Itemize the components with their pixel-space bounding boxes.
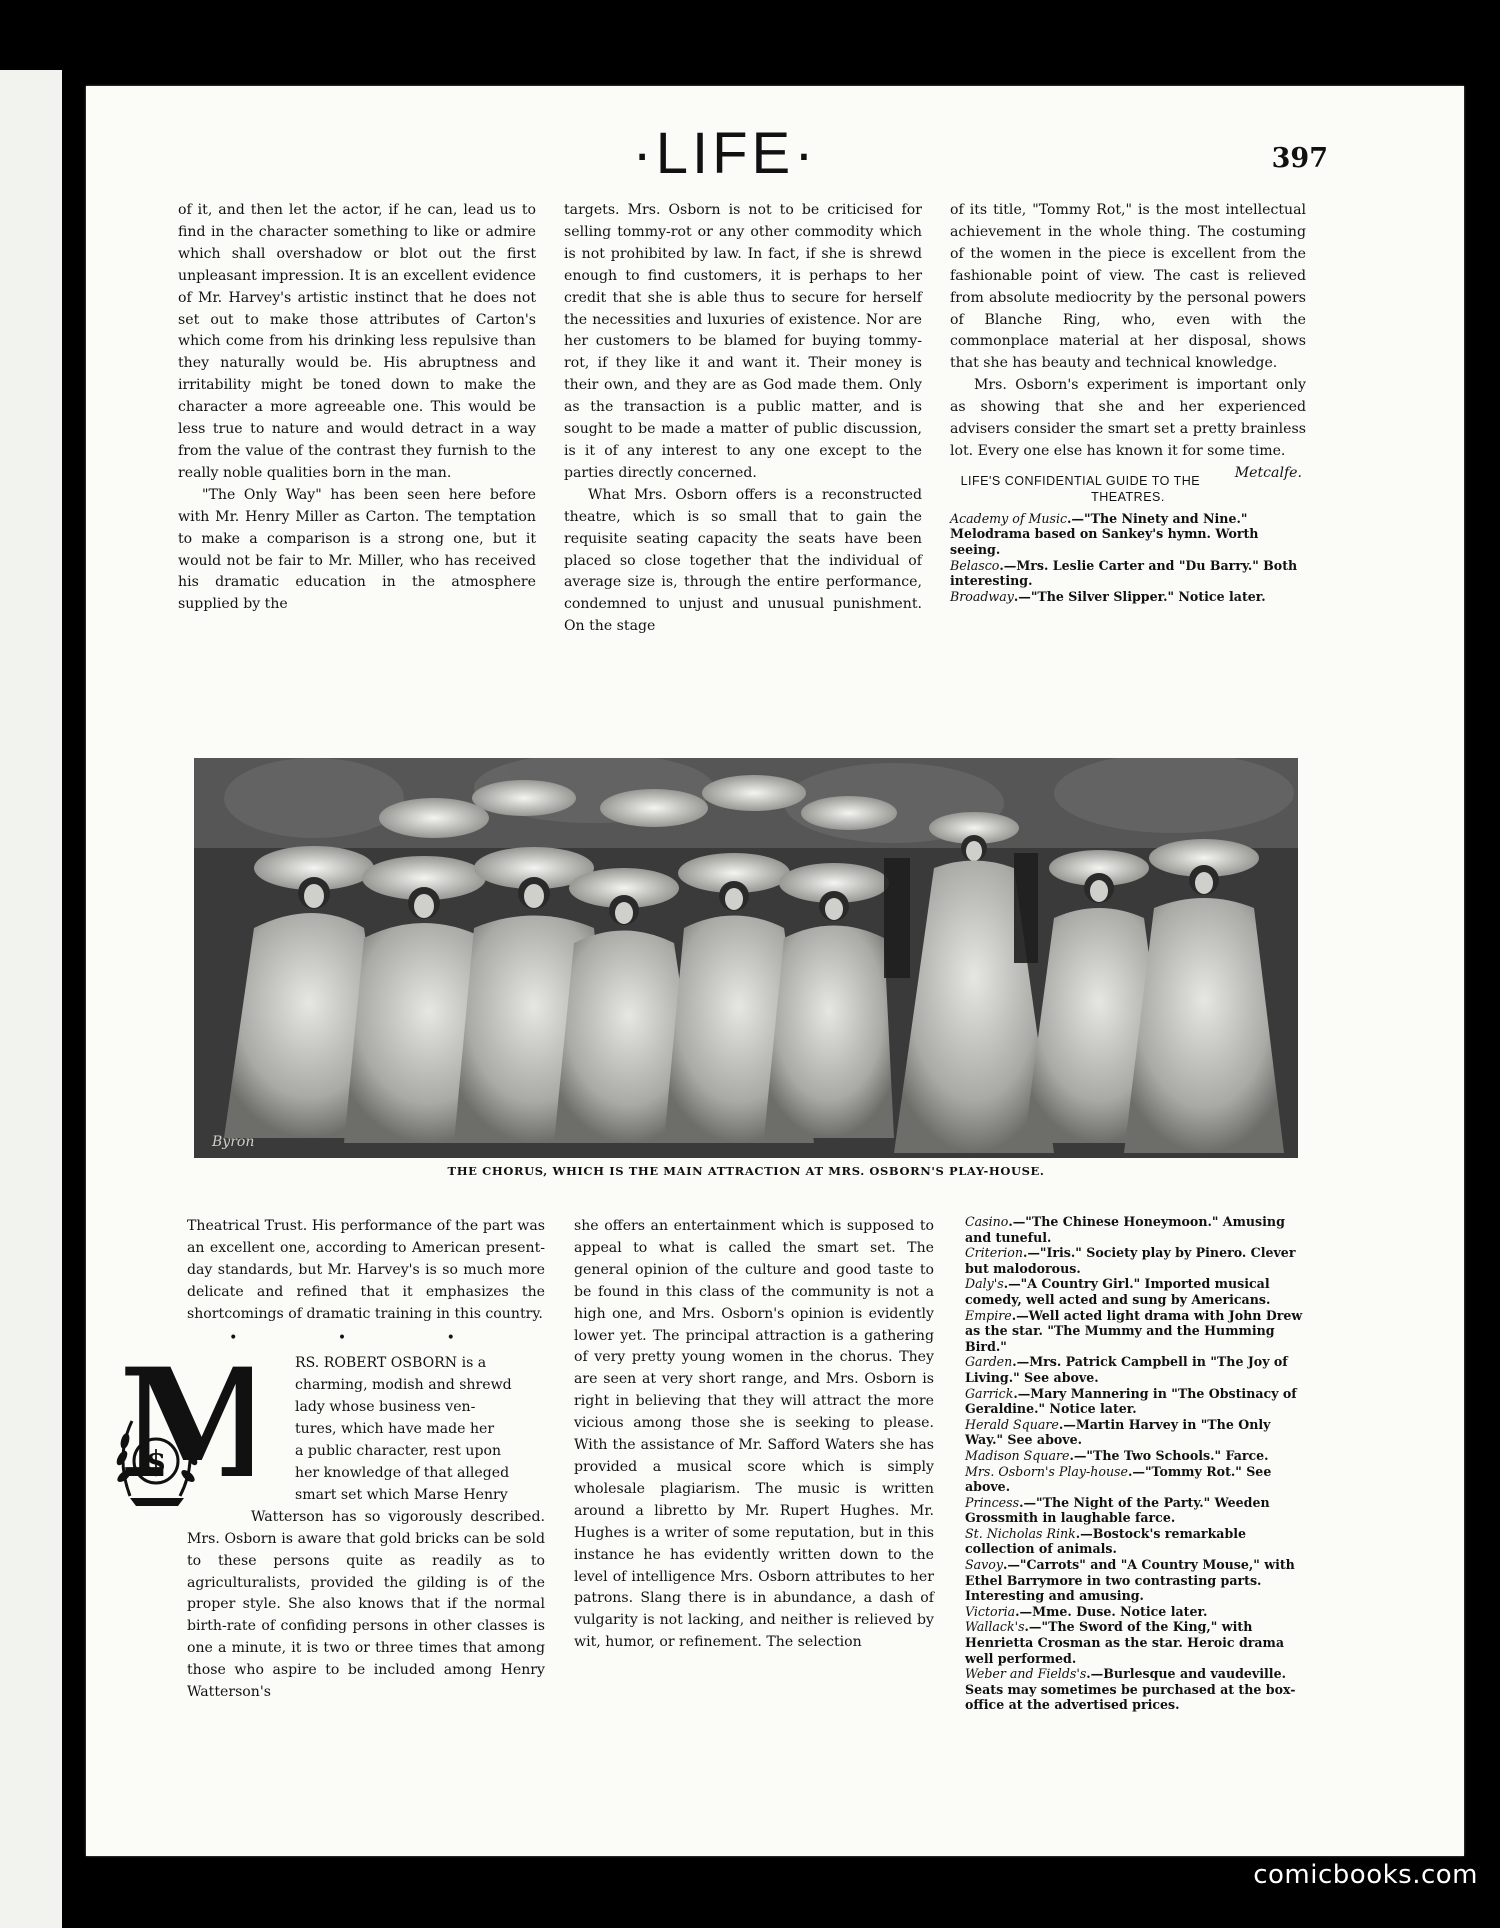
theatre-name: Princess	[965, 1494, 1020, 1510]
theatre-name: Empire	[965, 1307, 1012, 1323]
theatre-description: .—"The Two Schools." Farce.	[1069, 1447, 1269, 1463]
theatre-name: Mrs. Osborn's Play-house	[965, 1463, 1128, 1479]
theatre-description: .—Well acted light drama with John Drew as the star. "The Mummy and the Humming Bird."	[965, 1307, 1303, 1354]
theatre-name: Belasco	[950, 557, 1000, 573]
theatre-guide-entry	[950, 511, 1306, 558]
theatre-description: .—Bostock's remarkable collection of animals.	[965, 1525, 1247, 1557]
paragraph	[950, 375, 1306, 481]
theatre-description: .—"Iris." Society play by Pinero. Clever but malodorous.	[965, 1245, 1296, 1276]
paragraph: targets. Mrs. Osborn is not to be criticised for selling tommy-rot or any other commodity which is not prohibited by law. In fact, if she is shrewd enough to find customers, it is perhaps to her credit that she is able thus to secure for herself the necessities and luxuries of existence. Nor are her customers to be blamed for buying tommy-rot, if they like it and want it. Their money is their own, and they are as God made them. Only as the transaction is a public matter, and is sought to be made a matter of public discussion, is it of any interest to any one except to the parties directly concerned.	[564, 202, 922, 481]
article-column-bottom-2	[574, 1216, 934, 1654]
paragraph: "The Only Way" has been seen here before with Mr. Henry Miller as Carton. The temptation to make a comparison is a strong one, but it would not be fair to Mr. Miller, who has received his dramatic education in the atmosphere supplied by the	[178, 486, 536, 613]
theatre-name: Garden	[965, 1354, 1013, 1370]
theatre-guide-entry	[965, 1619, 1309, 1666]
article-column-3	[950, 200, 1306, 604]
theatre-guide-entry	[965, 1386, 1309, 1417]
page-number: 397	[1271, 143, 1328, 174]
theatre-name: Daly's	[965, 1276, 1004, 1292]
chorus-photograph	[194, 758, 1298, 1158]
theatre-description: .—Burlesque and vaudeville. Seats may sometimes be purchased at the box-office at the advertised prices.	[965, 1666, 1296, 1713]
dropcap-letter: M	[118, 1346, 252, 1512]
theatre-description: .—Mrs. Leslie Carter and "Du Barry." Both interesting.	[950, 557, 1298, 589]
theatre-guide-entry	[965, 1214, 1309, 1245]
theatre-guide-entry	[950, 589, 1306, 605]
theatre-description: .—Mme. Duse. Notice later.	[1015, 1603, 1208, 1619]
theatre-name: Weber and Fields's	[965, 1666, 1087, 1682]
theatre-guide-entry	[950, 558, 1306, 589]
theatre-guide-entry	[965, 1604, 1309, 1620]
theatre-guide-entries	[965, 1214, 1309, 1713]
theatre-guide-entry	[965, 1308, 1309, 1355]
photo-caption: THE CHORUS, WHICH IS THE MAIN ATTRACTION AT MRS. OSBORN'S PLAY-HOUSE.	[447, 1164, 1045, 1178]
theatre-guide-entry	[965, 1245, 1309, 1276]
theatre-guide-entry	[965, 1526, 1309, 1557]
theatre-name: Academy of Music	[950, 510, 1068, 526]
laurel-dollar-ornament-icon	[110, 1346, 252, 1516]
text-line: her knowledge of that alleged	[295, 1464, 510, 1481]
paragraph: of its title, "Tommy Rot," is the most intellectual achievement in the whole thing. The costuming of the women in the piece is excellent from the fashionable point of view. The cast is relieved from absolute mediocrity by the personal powers of Blanche Ring, who, even with the commonplace material at her disposal, shows that she has beauty and technical knowledge.	[950, 202, 1306, 372]
paragraph: she offers an entertainment which is supposed to appeal to what is called the smart set. The general opinion of the culture and good taste to be found in this class of the community is not a high one, and Mrs. Osborn's opinion is evidently lower yet. The principal attraction is a gathering of very pretty young women in the chorus. They are seen at very short range, and Mrs. Osborn is right in believing that they will attract the more vicious among those she is seeking to please. With the assistance of Mr. Safford Waters she has provided a musical score which is simply wholesale plagiarism. The music is written around a libretto by Mr. Rupert Hughes. Mr. Hughes is a writer of some reputation, but in this instance he has evidently written down to the level of intelligence Mrs. Osborn attributes to her patrons. Slang there is in abundance, a dash of vulgarity is not lacking, and neither is relieved by wit, humor, or refinement. The selection	[574, 1218, 934, 1651]
theatre-guide-list-bottom	[965, 1214, 1309, 1713]
theatre-description: .—"The Silver Slipper." Notice later.	[1013, 588, 1266, 604]
theatre-guide-entry	[965, 1276, 1309, 1307]
theatre-guide-entry	[965, 1417, 1309, 1448]
article-column-2	[564, 200, 922, 638]
theatre-name: Broadway	[950, 588, 1014, 604]
theatre-description: .—"The Ninety and Nine." Melodrama based on Sankey's hymn. Worth seeing.	[950, 510, 1259, 558]
dropcap-wrapped-lines	[295, 1353, 545, 1506]
facing-page-edge	[0, 70, 62, 1928]
author-signature: Metcalfe.	[1234, 464, 1302, 481]
article-column-1	[178, 200, 536, 616]
theatre-name: Garrick	[965, 1385, 1014, 1401]
theatre-name: Victoria	[965, 1603, 1016, 1619]
text-line: tures, which have made her	[295, 1421, 495, 1438]
theatre-guide-entry	[965, 1557, 1309, 1604]
watermark: comicbooks.com	[1253, 1860, 1478, 1890]
text-line: RS. ROBERT OSBORN is a	[295, 1355, 487, 1372]
theatre-guide-entry	[965, 1464, 1309, 1495]
svg-text:$: $	[145, 1445, 167, 1480]
photo-signature: Byron	[212, 1134, 255, 1150]
theatre-description: .—"The Night of the Party." Weeden Grossmith in laughable farce.	[965, 1494, 1270, 1526]
section-divider: • • •	[229, 1329, 503, 1346]
paragraph: of it, and then let the actor, if he can, lead us to find in the character something to like or admire which shall overshadow or blot out the first unpleasant impression. It is an excellent evidence of Mr. Harvey's artistic instinct that he does not set out to make those attributes of Carton's which come from his drinking less repulsive than they naturally would be. His abruptness and irritability might be toned down to make the character a more agreeable one. This would be less true to nature and would detract in a way from the value of the contrast they furnish to the really noble qualities born in the man.	[178, 202, 536, 481]
paragraph: Watterson has so vigorously described. Mrs. Osborn is aware that gold bricks can be sold to these persons quite as readily as to agriculturalists, provided the gilding is of the proper style. She also knows that if the normal birth-rate of confiding persons in other classes is one a minute, it is two or three times that among those who aspire to be included among Henry Watterson's	[187, 1508, 545, 1701]
theatre-guide-entry	[965, 1448, 1309, 1464]
theatre-description: .—Mary Mannering in "The Obstinacy of Geraldine." Notice later.	[965, 1385, 1297, 1417]
theatre-description: .—"Carrots" and "A Country Mouse," with Ethel Barrymore in two contrasting parts. Interesting and amusing.	[965, 1557, 1295, 1604]
theatre-name: Madison Square	[965, 1447, 1070, 1463]
decorated-initial	[110, 1346, 252, 1516]
paragraph: What Mrs. Osborn offers is a reconstructed theatre, which is so small that to gain the requisite seating capacity the seats have been placed so close together that the individual of average size is, through the entire performance, condemned to unjust and unusual punishment. On the stage	[564, 486, 922, 635]
theatre-name: Criterion	[965, 1245, 1023, 1261]
theatre-name: Casino	[965, 1214, 1009, 1229]
text-line: charming, modish and shrewd	[295, 1377, 512, 1394]
theatre-description: .—"The Sword of the King," with Henrietta Crosman as the star. Heroic drama well performed.	[965, 1619, 1285, 1666]
theatre-description: .—Mrs. Patrick Campbell in "The Joy of Living." See above.	[965, 1354, 1288, 1385]
theatre-description: .—"Tommy Rot." See above.	[965, 1463, 1272, 1495]
text-line: lady whose business ven-	[295, 1399, 476, 1416]
theatre-name: Wallack's	[965, 1619, 1025, 1635]
theatre-guide-entry	[965, 1495, 1309, 1526]
theatre-guide-entry	[965, 1354, 1309, 1385]
chorus-photo-illustration	[194, 758, 1298, 1158]
theatre-name: Herald Square	[965, 1416, 1059, 1432]
theatre-description: .—"A Country Girl." Imported musical comedy, well acted and sung by Americans.	[965, 1276, 1271, 1307]
masthead-title: ·LIFE·	[632, 121, 818, 186]
theatre-description: .—Martin Harvey in "The Only Way." See above.	[965, 1416, 1271, 1448]
theatre-name: St. Nicholas Rink	[965, 1525, 1076, 1541]
text-line: a public character, rest upon	[295, 1443, 502, 1460]
theatre-guide-entry	[965, 1666, 1309, 1713]
theatre-description: .—"The Chinese Honeymoon." Amusing and tuneful.	[965, 1214, 1285, 1245]
text-line: smart set which Marse Henry	[295, 1486, 508, 1503]
theatre-name: Savoy	[965, 1557, 1003, 1573]
paragraph: Theatrical Trust. His performance of the part was an excellent one, according to American present-day standards, but Mr. Harvey's is so much more delicate and refined that it emphasizes the shortcomings of dramatic training in this country.	[187, 1218, 545, 1322]
theatre-guide-list-top	[950, 511, 1306, 605]
theatre-guide-heading: LIFE'S CONFIDENTIAL GUIDE TO THE THEATRES.	[960, 473, 1201, 504]
paragraph-text: Mrs. Osborn's experiment is important only as showing that she and her experienced advisers consider the smart set a pretty brainless lot. Every one else has known it for some time.	[950, 377, 1306, 459]
